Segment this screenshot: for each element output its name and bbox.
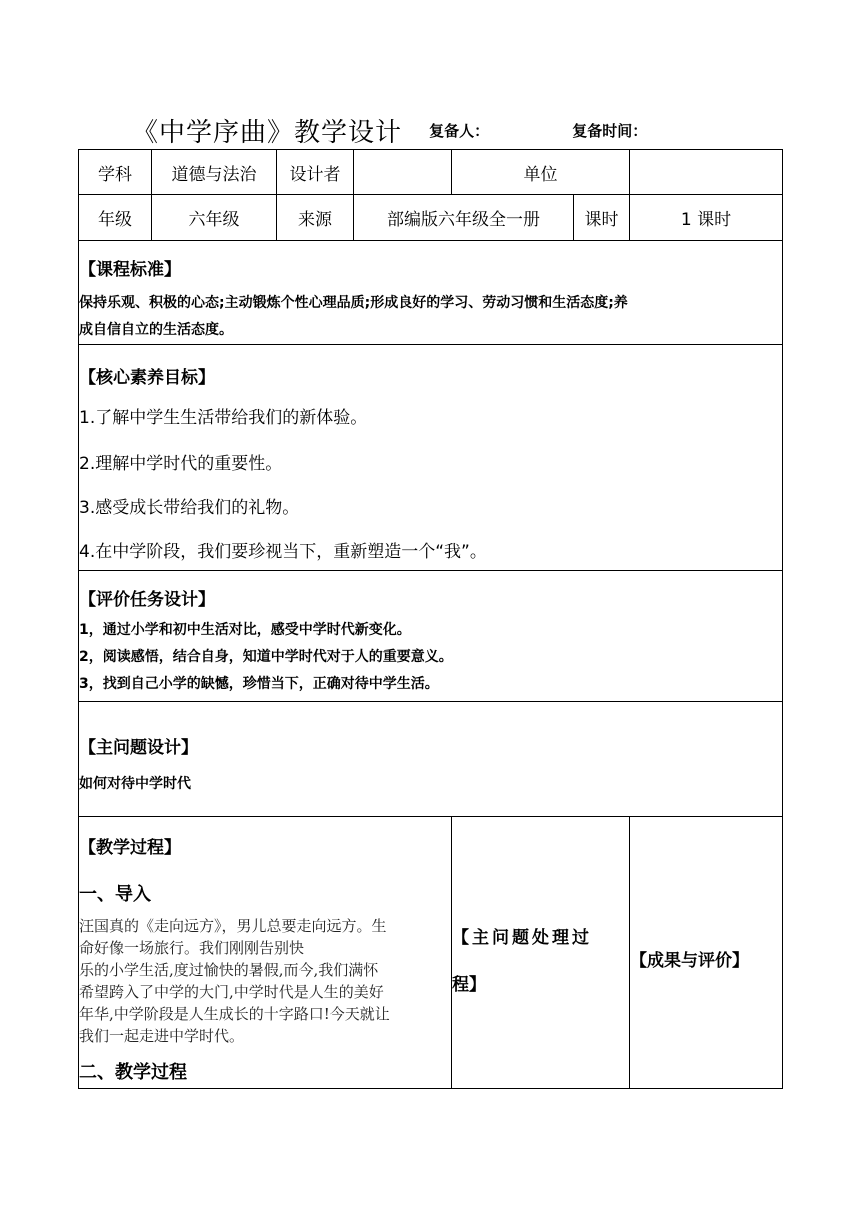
question-handling-heading-cont: 程】: [452, 974, 486, 995]
intro-line: 我们一起走进中学时代。: [79, 1027, 245, 1045]
main-question-section: [79, 702, 783, 817]
curriculum-standard-heading: 【课程标准】: [79, 259, 181, 280]
grade-value: 六年级: [152, 195, 277, 241]
evaluation-task-item: 3，找到自己小学的缺憾，珍惜当下，正确对待中学生活。: [79, 676, 439, 692]
question-handling-heading: 【主问题处理过: [452, 927, 592, 948]
preparer-label: 复备人：: [429, 122, 490, 140]
curriculum-standard-line-1: 保持乐观、积极的心态;主动锻炼个性心理品质;形成良好的学习、劳动习惯和生活态度;养: [79, 294, 628, 311]
evaluation-tasks-section: [79, 571, 783, 702]
lesson-design-table: [78, 149, 783, 1089]
results-evaluation-heading: 【成果与评价】: [630, 951, 749, 971]
evaluation-tasks-row: [79, 571, 783, 702]
intro-line: 乐的小学生活,度过愉快的暑假,而今,我们满怀: [79, 961, 379, 979]
question-handling-section: [452, 817, 630, 1089]
info-row-2: [79, 195, 783, 241]
core-goals-row: [79, 345, 783, 571]
curriculum-standard-section: [79, 241, 783, 345]
grade-label: 年级: [79, 195, 152, 241]
intro-line: 年华,中学阶段是人生成长的十字路口!今天就让: [79, 1005, 390, 1023]
evaluation-task-item: 2，阅读感悟，结合自身，知道中学时代对于人的重要意义。: [79, 649, 453, 665]
results-evaluation-section: [630, 817, 783, 1089]
core-goals-heading: 【核心素养目标】: [79, 368, 215, 388]
source-label: 来源: [277, 195, 354, 241]
process-section-title: 二、教学过程: [79, 1062, 187, 1083]
unit-label: 单位: [452, 150, 630, 195]
period-label: 课时: [574, 195, 630, 241]
teaching-process-section: [79, 817, 452, 1089]
subject-value: 道德与法治: [152, 150, 277, 195]
evaluation-task-item: 1，通过小学和初中生活对比，感受中学时代新变化。: [79, 622, 411, 638]
main-question-row: [79, 702, 783, 817]
intro-section-title: 一、导入: [79, 884, 151, 905]
designer-value: [354, 150, 452, 195]
designer-label: 设计者: [277, 150, 354, 195]
source-value: 部编版六年级全一册: [354, 195, 574, 241]
intro-line: 汪国真的《走向远方》，男儿总要走向远方。生: [79, 917, 387, 935]
core-goal-item: 3.感受成长带给我们的礼物。: [79, 498, 300, 518]
info-row-1: [79, 150, 783, 195]
intro-line: 希望跨入了中学的大门,中学时代是人生的美好: [79, 983, 384, 1001]
title-line: [132, 112, 647, 146]
document-title: 《中学序曲》教学设计: [132, 118, 403, 148]
core-goals-section: [79, 345, 783, 571]
core-goal-item: 4.在中学阶段，我们要珍视当下，重新塑造一个“我”。: [79, 542, 487, 562]
intro-line: 命好像一场旅行。我们刚刚告别快: [79, 939, 305, 957]
subject-label: 学科: [79, 150, 152, 195]
process-row: [79, 817, 783, 1089]
curriculum-standard-row: [79, 241, 783, 345]
curriculum-standard-line-2: 成自信自立的生活态度。: [79, 321, 233, 338]
main-question-text: 如何对待中学时代: [79, 776, 191, 792]
main-question-heading: 【主问题设计】: [79, 738, 198, 758]
unit-value: [630, 150, 783, 195]
evaluation-tasks-heading: 【评价任务设计】: [79, 590, 215, 610]
core-goal-item: 1.了解中学生生活带给我们的新体验。: [79, 408, 368, 428]
teaching-process-heading: 【教学过程】: [79, 838, 181, 858]
period-value: 1 课时: [630, 195, 783, 241]
core-goal-item: 2.理解中学时代的重要性。: [79, 454, 283, 474]
intro-paragraph: [79, 915, 451, 1047]
prep-time-label: 复备时间：: [572, 122, 648, 140]
